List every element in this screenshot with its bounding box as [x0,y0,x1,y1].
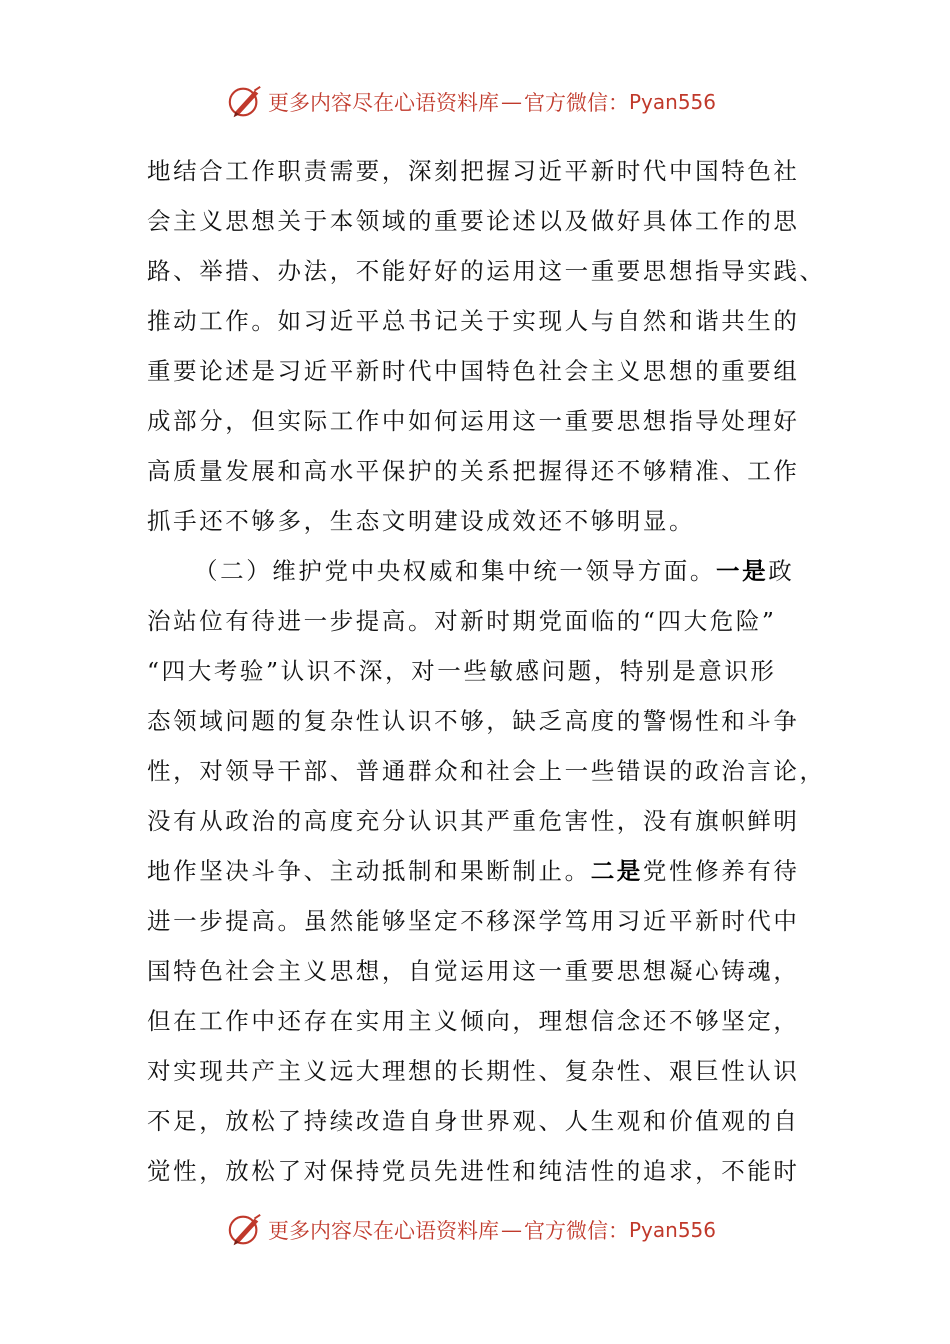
text-line: 会主义思想关于本领域的重要论述以及做好具体工作的思 [147,207,800,235]
text-line: 推动工作。如习近平总书记关于实现人与自然和谐共生的 [147,307,800,335]
footer-banner [226,1210,746,1250]
banner-wechat-id: Pyan556 [629,90,717,114]
bold-marker-second: 二是 [590,857,643,885]
text-fragment: 地作坚决斗争、主动抵制和果断制止。 [147,857,591,885]
banner-main-text: 更多内容尽在心语资料库 [268,1219,499,1243]
text-line: 进一步提高。虽然能够坚定不移深学笃用习近平新时代中 [147,907,800,935]
text-line-with-marker [147,846,807,896]
banner-dash: — [501,1218,522,1242]
banner-wechat-label: 官方微信： [524,1219,629,1243]
text-line: 不足，放松了持续改造自身世界观、人生观和价值观的自 [147,1107,800,1135]
pen-logo-icon [226,83,264,121]
section-heading: （二）维护党中央权威和集中统一领导方面。 [194,557,716,585]
text-line: 路、举措、办法，不能好好的运用这一重要思想指导实践、 [147,257,826,285]
banner-wechat-label: 官方微信： [524,91,629,115]
text-line: 没有从政治的高度充分认识其严重危害性，没有旗帜鲜明 [147,807,800,835]
text-line: 觉性，放松了对保持党员先进性和纯洁性的追求，不能时 [147,1157,800,1185]
text-line: 性，对领导干部、普通群众和社会上一些错误的政治言论， [147,757,826,785]
section-heading-line [147,546,807,596]
text-fragment: 政 [768,557,795,585]
text-line: 国特色社会主义思想，自觉运用这一重要思想凝心铸魂， [147,957,800,985]
text-line: 对实现共产主义远大理想的长期性、复杂性、艰巨性认识 [147,1057,800,1085]
banner-main-text: 更多内容尽在心语资料库 [268,91,499,115]
text-line: “四大考验”认识不深，对一些敏感问题，特别是意识形 [147,657,777,685]
text-line: 治站位有待进一步提高。对新时期党面临的“四大危险” [147,607,777,635]
text-fragment: 党性修养有待 [642,857,800,885]
text-line: 成部分，但实际工作中如何运用这一重要思想指导处理好 [147,407,800,435]
text-line: 但在工作中还存在实用主义倾向，理想信念还不够坚定， [147,1007,800,1035]
header-banner [226,82,746,122]
text-line: 态领域问题的复杂性认识不够，缺乏高度的警惕性和斗争 [147,707,800,735]
text-line: 抓手还不够多，生态文明建设成效还不够明显。 [147,507,696,535]
pen-logo-icon [226,1211,264,1249]
text-line: 地结合工作职责需要，深刻把握习近平新时代中国特色社 [147,157,800,185]
text-line: 重要论述是习近平新时代中国特色社会主义思想的重要组 [147,357,800,385]
body-text [147,146,826,1196]
banner-dash: — [501,90,522,114]
text-line: 高质量发展和高水平保护的关系把握得还不够精准、工作 [147,457,800,485]
banner-wechat-id: Pyan556 [629,1218,717,1242]
bold-marker-first: 一是 [716,557,769,585]
